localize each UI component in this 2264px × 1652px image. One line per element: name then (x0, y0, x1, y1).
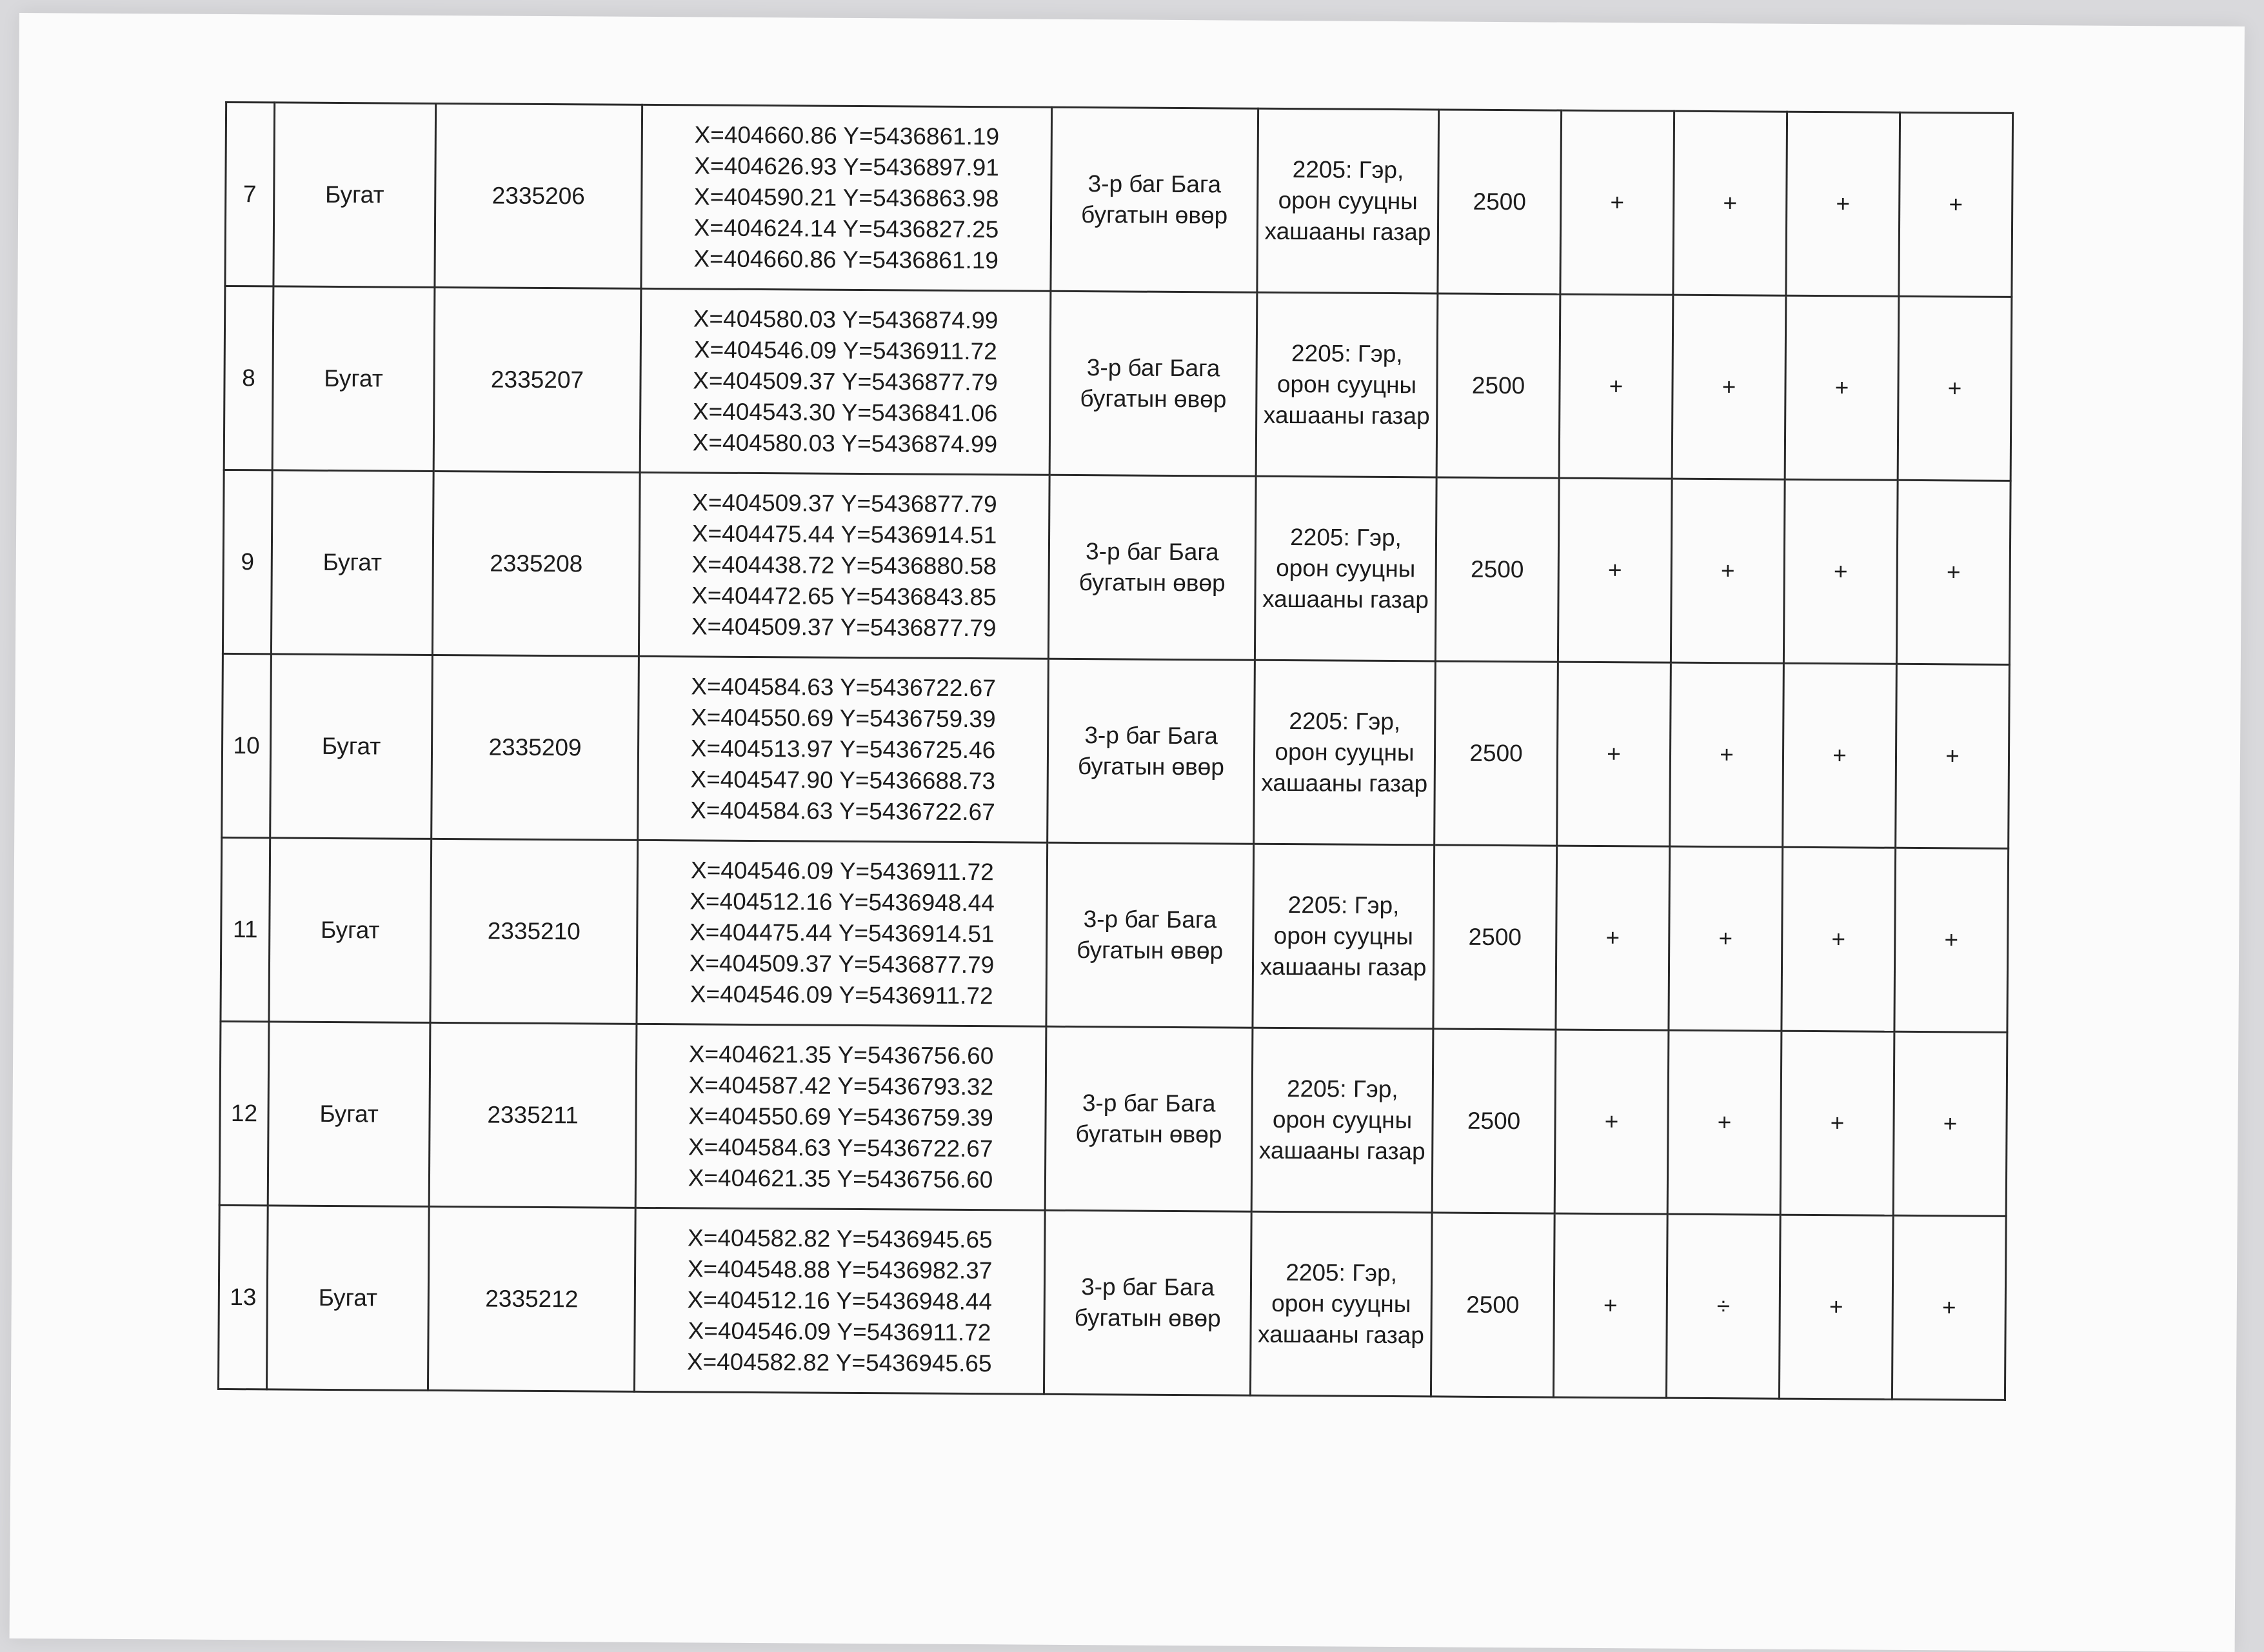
mark-cell: + (1779, 1215, 1893, 1399)
coordinates-cell (637, 840, 1048, 1026)
table-row (222, 653, 2010, 848)
parcel-code-cell: 2335207 (433, 287, 641, 472)
mark-cell: + (1898, 296, 2012, 481)
mark-cell: + (1673, 111, 1787, 295)
coordinate-line: X=404509.37 Y=5436877.79 (693, 367, 998, 396)
location-cell: 3-р баг Бага бугатын өвөр (1051, 107, 1258, 292)
area-cell: 2500 (1435, 661, 1558, 846)
parcel-code-cell: 2335210 (430, 839, 638, 1024)
coordinate-line: X=404660.86 Y=5436861.19 (694, 121, 1000, 150)
mark-cell: + (1667, 1030, 1782, 1215)
mark-cell: + (1783, 479, 1898, 664)
parcel-code-cell: 2335211 (429, 1022, 637, 1208)
area-cell: 2500 (1438, 110, 1562, 294)
table-row (224, 286, 2012, 481)
coordinate-line: X=404475.44 Y=5436914.51 (689, 919, 995, 948)
place-name-cell: Бугат (273, 103, 436, 288)
coordinates-cell (641, 104, 1052, 291)
area-cell: 2500 (1433, 845, 1557, 1030)
mark-cell: + (1896, 664, 2010, 848)
coordinate-line: X=404509.37 Y=5436877.79 (691, 613, 997, 642)
mark-cell: + (1893, 1031, 2007, 1216)
table-body (218, 102, 2012, 1400)
coordinate-line: X=404546.09 Y=5436911.72 (688, 1317, 991, 1346)
mark-cell: + (1783, 663, 1897, 848)
coordinate-line: X=404660.86 Y=5436861.19 (693, 245, 999, 274)
coordinates-cell (638, 656, 1049, 842)
coordinate-line: X=404580.03 Y=5436874.99 (692, 429, 998, 458)
coordinate-line: X=404590.21 Y=5436863.98 (693, 183, 999, 212)
mark-cell: + (1559, 294, 1673, 479)
mark-cell: + (1780, 1031, 1894, 1215)
row-number-cell: 13 (218, 1205, 268, 1389)
location-cell: 3-р баг Бага бугатын өвөр (1046, 842, 1254, 1028)
place-name-cell: Бугат (268, 1022, 430, 1207)
coordinate-line: X=404582.82 Y=5436945.65 (686, 1348, 992, 1377)
location-cell: 3-р баг Бага бугатын өвөр (1045, 1026, 1253, 1211)
mark-cell: + (1558, 478, 1672, 662)
coordinate-line: X=404546.09 Y=5436911.72 (693, 336, 997, 365)
coordinate-line: X=404584.63 Y=5436722.67 (691, 673, 997, 702)
mark-cell: + (1669, 846, 1783, 1031)
coordinate-line: X=404626.93 Y=5436897.91 (694, 152, 999, 181)
coordinates-cell (634, 1208, 1045, 1394)
coordinate-line: X=404546.09 Y=5436911.72 (690, 857, 994, 886)
coordinate-line: X=404509.37 Y=5436877.79 (689, 950, 995, 979)
area-cell: 2500 (1435, 477, 1559, 662)
row-number-cell: 9 (223, 470, 272, 653)
coordinate-line: X=404475.44 Y=5436914.51 (691, 520, 997, 549)
mark-cell: + (1670, 662, 1784, 847)
row-number-cell: 10 (222, 653, 272, 837)
coordinate-line: X=404550.69 Y=5436759.39 (690, 704, 996, 733)
coordinate-line: X=404509.37 Y=5436877.79 (691, 489, 997, 518)
mark-cell: + (1899, 112, 2013, 297)
location-cell: 3-р баг Бага бугатын өвөр (1044, 1210, 1251, 1395)
mark-cell: + (1556, 846, 1670, 1030)
coordinate-line: X=404438.72 Y=5436880.58 (691, 551, 997, 580)
coordinate-line: X=404621.35 Y=5436756.60 (688, 1040, 994, 1070)
table-row (219, 1021, 2007, 1216)
mark-cell: + (1782, 847, 1896, 1031)
row-number-cell: 7 (225, 102, 275, 286)
parcel-code-cell: 2335208 (432, 471, 640, 656)
mark-cell: + (1557, 662, 1671, 846)
land-use-cell: 2205: Гэр, орон сууцны хашааны газар (1253, 844, 1435, 1029)
land-use-cell: 2205: Гэр, орон сууцны хашааны газар (1254, 660, 1436, 845)
coordinate-line: X=404548.88 Y=5436982.37 (687, 1255, 993, 1284)
place-name-cell: Бугат (272, 286, 435, 472)
coordinate-line: X=404580.03 Y=5436874.99 (693, 305, 998, 334)
coordinate-line: X=404512.16 Y=5436948.44 (690, 888, 995, 917)
land-use-cell: 2205: Гэр, орон сууцны хашааны газар (1256, 292, 1438, 477)
coordinate-line: X=404621.35 Y=5436756.60 (688, 1164, 993, 1193)
area-cell: 2500 (1431, 1213, 1554, 1397)
row-number-cell: 8 (224, 286, 273, 470)
land-parcel-table (217, 101, 2014, 1401)
coordinate-line: X=404546.09 Y=5436911.72 (690, 980, 993, 1010)
parcel-code-cell: 2335212 (428, 1206, 635, 1391)
location-cell: 3-р баг Бага бугатын өвөр (1048, 659, 1255, 844)
location-cell: 3-р баг Бага бугатын өвөр (1049, 291, 1257, 476)
mark-cell: + (1785, 295, 1899, 480)
table-row (218, 1205, 2006, 1400)
mark-cell: + (1786, 112, 1900, 296)
mark-cell: + (1560, 110, 1674, 295)
coordinates-cell (635, 1024, 1046, 1210)
mark-cell: + (1892, 1215, 2006, 1400)
area-cell: 2500 (1432, 1029, 1556, 1213)
mark-cell: + (1672, 295, 1786, 479)
location-cell: 3-р баг Бага бугатын өвөр (1048, 475, 1256, 660)
coordinate-line: X=404582.82 Y=5436945.65 (687, 1224, 993, 1253)
coordinate-line: X=404512.16 Y=5436948.44 (687, 1286, 993, 1315)
place-name-cell: Бугат (266, 1206, 429, 1391)
coordinate-line: X=404584.63 Y=5436722.67 (690, 797, 995, 826)
parcel-code-cell: 2335209 (432, 655, 639, 840)
mark-cell: + (1894, 848, 2009, 1032)
mark-cell: + (1896, 480, 2011, 664)
coordinate-line: X=404472.65 Y=5436843.85 (691, 582, 997, 611)
coordinate-line: X=404513.97 Y=5436725.46 (690, 735, 996, 764)
mark-cell: + (1553, 1213, 1667, 1398)
row-number-cell: 12 (219, 1021, 269, 1205)
coordinates-cell (640, 288, 1051, 475)
scanned-page (10, 13, 2245, 1652)
mark-cell: + (1671, 479, 1785, 663)
mark-cell: ÷ (1666, 1214, 1780, 1398)
row-number-cell: 11 (221, 837, 270, 1021)
table-row (225, 102, 2013, 297)
land-use-cell: 2205: Гэр, орон сууцны хашааны газар (1251, 1028, 1433, 1213)
place-name-cell: Бугат (270, 654, 433, 839)
land-use-cell: 2205: Гэр, орон сууцны хашааны газар (1255, 476, 1436, 661)
parcel-code-cell: 2335206 (435, 103, 642, 288)
mark-cell: + (1554, 1030, 1669, 1214)
land-use-cell: 2205: Гэр, орон сууцны хашааны газар (1250, 1211, 1432, 1397)
place-name-cell: Бугат (269, 838, 432, 1023)
coordinate-line: X=404624.14 Y=5436827.25 (693, 214, 999, 243)
area-cell: 2500 (1436, 294, 1560, 478)
table-row (223, 470, 2011, 664)
coordinates-cell (639, 472, 1049, 659)
coordinate-line: X=404547.90 Y=5436688.73 (690, 766, 996, 795)
coordinate-line: X=404584.63 Y=5436722.67 (688, 1133, 993, 1162)
coordinate-line: X=404587.42 Y=5436793.32 (688, 1071, 994, 1100)
table-row (221, 837, 2009, 1032)
coordinate-line: X=404550.69 Y=5436759.39 (688, 1102, 993, 1131)
place-name-cell: Бугат (271, 470, 433, 655)
land-use-cell: 2205: Гэр, орон сууцны хашааны газар (1257, 108, 1439, 294)
coordinate-line: X=404543.30 Y=5436841.06 (692, 398, 998, 427)
